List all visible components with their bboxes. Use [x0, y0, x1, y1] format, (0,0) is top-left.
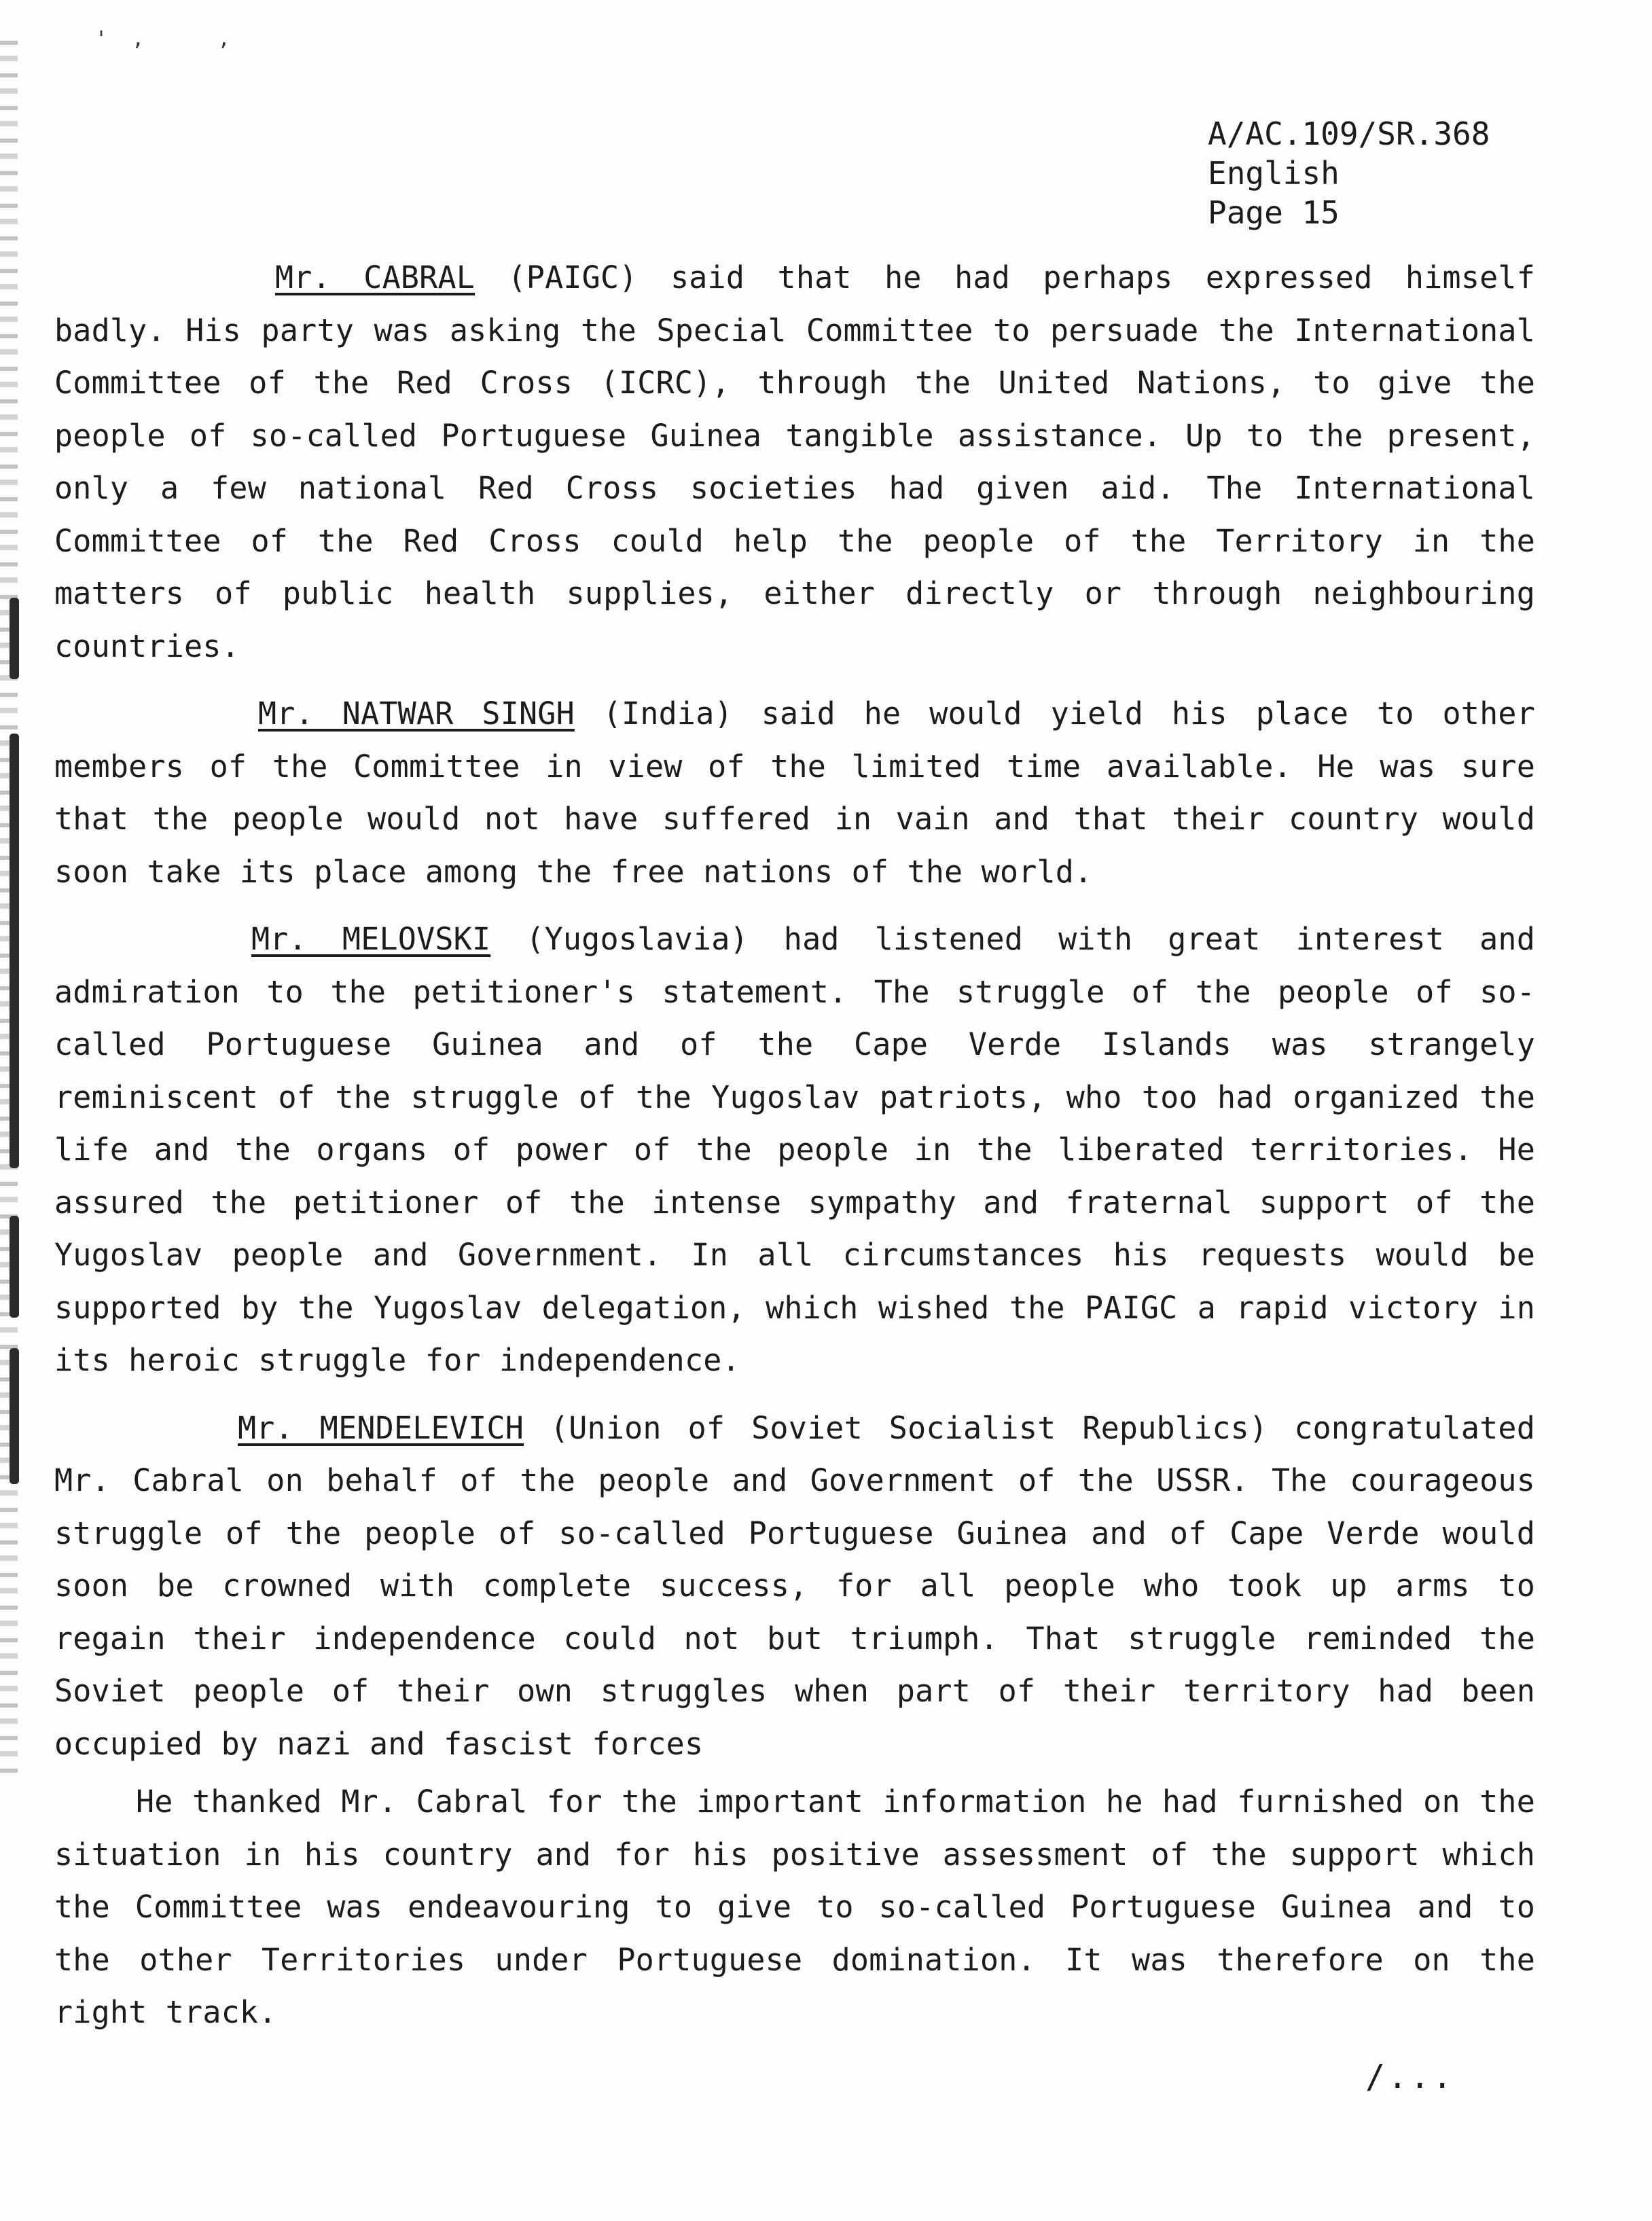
scan-edge-mark [10, 734, 19, 1168]
page-number: Page 15 [1208, 194, 1340, 231]
paragraph-text: (PAIGC) said that he had perhaps expressed himself badly. His party was asking the Special Committee to persuade the International Committee of the Red Cross (ICRC), through the United Nations, to give the people of so-called Portuguese Guinea tangible assistance. Up to the present, only a few national Red Cross societies had given aid. The International Committee of the Red Cross could help the people of the Territory in the matters of public health supplies, either directly or through neighbouring countries. [54, 259, 1535, 664]
paragraph-cabral [54, 251, 1535, 672]
document-language: English [1208, 155, 1340, 192]
scan-edge-mark [10, 1216, 19, 1318]
scan-edge-mark [10, 1348, 19, 1484]
speaker-name: Mr. MENDELEVICH [238, 1409, 524, 1446]
paragraph-melovski [54, 913, 1535, 1387]
continuation-mark: /... [1365, 2058, 1455, 2096]
paragraph-text: (India) said he would yield his place to other members of the Committee in view of the limited time available. He was sure that the people would not have suffered in vain and that their country would soon take its place among the free nations of the world. [54, 696, 1535, 890]
document-header [1208, 114, 1490, 232]
speaker-name: Mr. CABRAL [275, 259, 475, 295]
paragraph-mendelevich-continued [54, 1775, 1535, 2039]
document-body [54, 251, 1535, 2039]
document-symbol: A/AC.109/SR.368 [1208, 115, 1490, 152]
speaker-name: Mr. MELOVSKI [251, 921, 491, 957]
paragraph-text: He thanked Mr. Cabral for the important information he had furnished on the situation in his country and for his positive assessment of the support which the Committee was endeavouring to give to so-called Portuguese Guinea and to the other Territories under Portuguese domination. It was therefore on the right track. [54, 1784, 1535, 2030]
scan-speck: ' , , [95, 27, 230, 51]
paragraph-text: (Union of Soviet Socialist Republics) congratulated Mr. Cabral on behalf of the people and Government of the USSR. The courageous struggle of the people of so-called Portuguese Guinea and of Cape Verde would soon be crowned with complete success, for all people who took up arms to regain their independence could not but triumph. That struggle reminded the Soviet people of their own struggles when part of their territory had been occupied by nazi and fascist forces [54, 1409, 1535, 1762]
paragraph-mendelevich [54, 1402, 1535, 1771]
scan-edge-mark [10, 598, 19, 679]
speaker-name: Mr. NATWAR SINGH [258, 696, 575, 732]
paragraph-natwar-singh [54, 687, 1535, 898]
paragraph-text: (Yugoslavia) had listened with great interest and admiration to the petitioner's statement. The struggle of the people of so-called Portuguese Guinea and of the Cape Verde Islands was strangely reminiscent of the struggle of the Yugoslav patriots, who too had organized the life and the organs of power of the people in the liberated territories. He assured the petitioner of the intense sympathy and fraternal support of the Yugoslav people and Government. In all circumstances his requests would be supported by the Yugoslav delegation, which wished the PAIGC a rapid victory in its heroic struggle for independence. [54, 921, 1535, 1378]
